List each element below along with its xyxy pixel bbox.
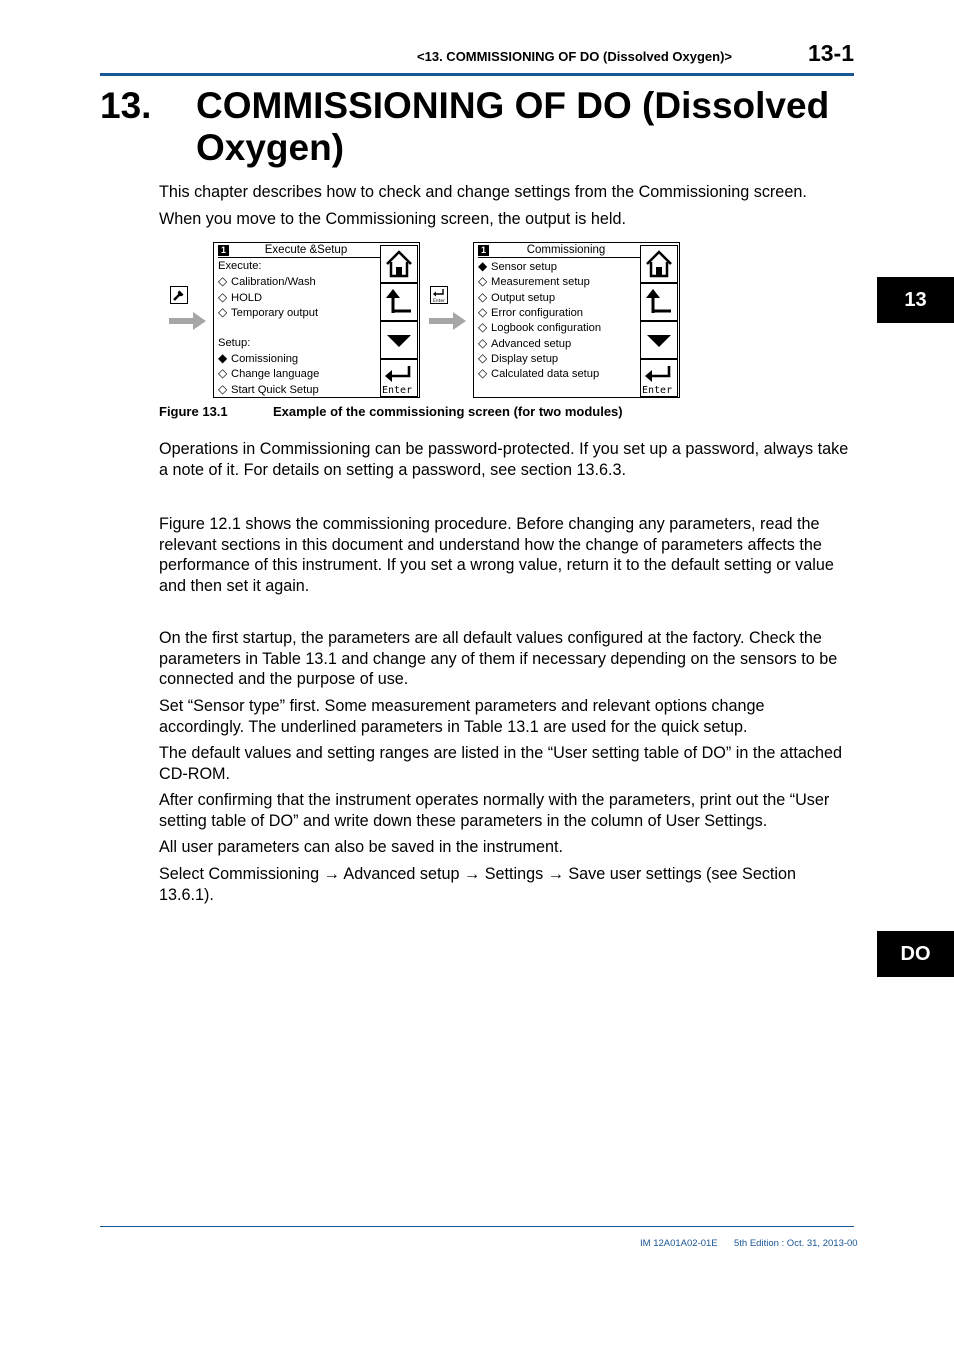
menu-item-label: Change language: [231, 368, 320, 381]
menu-item[interactable]: [478, 366, 601, 381]
diamond-icon: ◇: [218, 289, 228, 304]
menu-item-label: Logbook configuration: [491, 322, 602, 335]
menu-item[interactable]: [478, 290, 601, 305]
screen-header: [218, 244, 380, 258]
diamond-icon: ◇: [218, 274, 228, 289]
page-number: 13-1: [807, 40, 854, 66]
menu-item-label: Start Quick Setup: [231, 383, 319, 396]
down-button[interactable]: [380, 321, 418, 359]
body-paragraph: All user parameters can also be saved in the instrument.: [159, 838, 563, 856]
home-button[interactable]: [640, 245, 678, 283]
selected-diamond-icon: ◆: [218, 351, 228, 366]
intro-paragraph-2: When you move to the Commissioning screen, the output is held.: [159, 210, 626, 228]
execute-setup-screen: [213, 242, 420, 398]
diamond-icon: ◇: [218, 381, 228, 396]
enter-small-label: Enter: [432, 299, 446, 303]
menu-item: [218, 259, 319, 274]
menu-item[interactable]: [218, 382, 319, 397]
menu-item-label: Output setup: [491, 291, 556, 304]
back-icon: [641, 284, 677, 320]
menu-item-label: Calculated data setup: [491, 368, 600, 381]
menu-item[interactable]: [478, 274, 601, 289]
menu-item[interactable]: [478, 351, 601, 366]
edition-info: 5th Edition : Oct. 31, 2013-00: [734, 1238, 858, 1249]
figure-caption-label: Figure 13.1: [159, 404, 228, 419]
menu-item: [218, 320, 319, 335]
intro-paragraph-1: This chapter describes how to check and change settings from the Commissioning screen.: [159, 183, 807, 201]
commissioning-screen: [473, 242, 680, 398]
body-paragraph: Figure 12.1 shows the commissioning procedure. Before changing any parameters, read the relevant sections in this document and understand how the change of parameters affects the performance of this instrument. If you set a wrong value, return it to the default setting or value and then set it again.: [159, 515, 834, 595]
section-tab[interactable]: DO: [877, 931, 954, 977]
menu-item[interactable]: [218, 305, 319, 320]
diamond-icon: ◇: [478, 366, 488, 381]
menu-item-label: Measurement setup: [491, 276, 590, 289]
menu-item[interactable]: [478, 259, 601, 274]
enter-label: Enter: [642, 385, 673, 396]
screen-menu: [218, 259, 319, 397]
module-badge: 1: [478, 245, 489, 256]
menu-item[interactable]: [478, 320, 601, 335]
menu-item[interactable]: [478, 305, 601, 320]
running-header: <13. COMMISSIONING OF DO (Dissolved Oxygen)>: [417, 49, 732, 64]
home-icon: [381, 246, 417, 282]
menu-item-label: Error configuration: [491, 307, 584, 320]
menu-item-label: Display setup: [491, 353, 559, 366]
menu-item-label: HOLD: [231, 291, 263, 304]
diamond-icon: ◇: [478, 320, 488, 335]
diamond-icon: ◇: [478, 351, 488, 366]
diamond-icon: ◇: [478, 335, 488, 350]
down-arrow-icon: [641, 322, 677, 358]
home-button[interactable]: [380, 245, 418, 283]
diamond-icon: ◇: [478, 305, 488, 320]
menu-item-label: Sensor setup: [491, 261, 557, 273]
back-icon: [381, 284, 417, 320]
menu-item[interactable]: [218, 274, 319, 289]
body-paragraph: Set “Sensor type” first. Some measurement parameters and relevant options change accordingly. The underlined parameters in Table 13.1 are used for the quick setup.: [159, 697, 765, 736]
screen-title: Execute &Setup: [264, 244, 348, 256]
enter-label: Enter: [382, 385, 413, 396]
screen-menu: [478, 259, 601, 382]
menu-item-label: Execute:: [218, 260, 262, 272]
header-rule: [100, 73, 854, 76]
selected-diamond-icon: ◆: [478, 259, 488, 273]
menu-item-label: Advanced setup: [491, 337, 572, 350]
figure-caption-text: Example of the commissioning screen (for two modules): [273, 404, 623, 419]
enter-key-icon: [430, 286, 448, 304]
menu-item-label: Comissioning: [231, 353, 299, 366]
menu-item[interactable]: [218, 366, 319, 381]
screen-header: [478, 244, 640, 258]
back-button[interactable]: [640, 283, 678, 321]
chapter-tab[interactable]: 13: [877, 277, 954, 323]
diamond-icon: ◇: [478, 274, 488, 289]
back-button[interactable]: [380, 283, 418, 321]
menu-item[interactable]: [478, 336, 601, 351]
chapter-number: 13.: [100, 85, 152, 126]
module-badge: 1: [218, 245, 229, 256]
menu-item[interactable]: [218, 290, 319, 305]
document-id: IM 12A01A02-01E: [640, 1238, 718, 1249]
right-arrow-icon: [169, 311, 207, 336]
body-paragraph: After confirming that the instrument operates normally with the parameters, print out the “User setting table of DO” and write down these parameters in the column of User Settings.: [159, 791, 830, 830]
home-icon: [641, 246, 677, 282]
down-arrow-icon: [381, 322, 417, 358]
diamond-icon: ◇: [218, 366, 228, 381]
menu-item-label: Setup:: [218, 336, 251, 349]
down-button[interactable]: [640, 321, 678, 359]
body-paragraph: On the first startup, the parameters are all default values configured at the factory. Check the parameters in Table 13.1 and change any of them if necessary depending on the sensors to be connected and the purpose of use.: [159, 629, 838, 688]
body-paragraph: The default values and setting ranges are listed in the “User setting table of DO” in the attached CD-ROM.: [159, 744, 842, 783]
wrench-icon: [170, 286, 188, 304]
menu-item[interactable]: [218, 351, 319, 366]
right-arrow-icon: [429, 311, 467, 336]
body-paragraph: Select Commissioning → Advanced setup → Settings → Save user settings (see Section 13.6.1).: [159, 865, 797, 904]
footer-rule: [100, 1226, 854, 1227]
diamond-icon: ◇: [478, 289, 488, 304]
figure-13-1: [160, 240, 690, 400]
chapter-title: COMMISSIONING OF DO (Dissolved Oxygen): [196, 85, 830, 168]
enter-button[interactable]: [640, 359, 678, 397]
menu-item: [218, 336, 319, 351]
menu-item-label: Temporary output: [231, 307, 319, 320]
diamond-icon: ◇: [218, 305, 228, 320]
enter-button[interactable]: [380, 359, 418, 397]
screen-title: Commissioning: [526, 244, 606, 256]
body-paragraph: Operations in Commissioning can be password-protected. If you set up a password, always take a note of it. For details on setting a password, see section 13.6.3.: [159, 440, 849, 479]
menu-item-label: Calibration/Wash: [231, 276, 316, 289]
